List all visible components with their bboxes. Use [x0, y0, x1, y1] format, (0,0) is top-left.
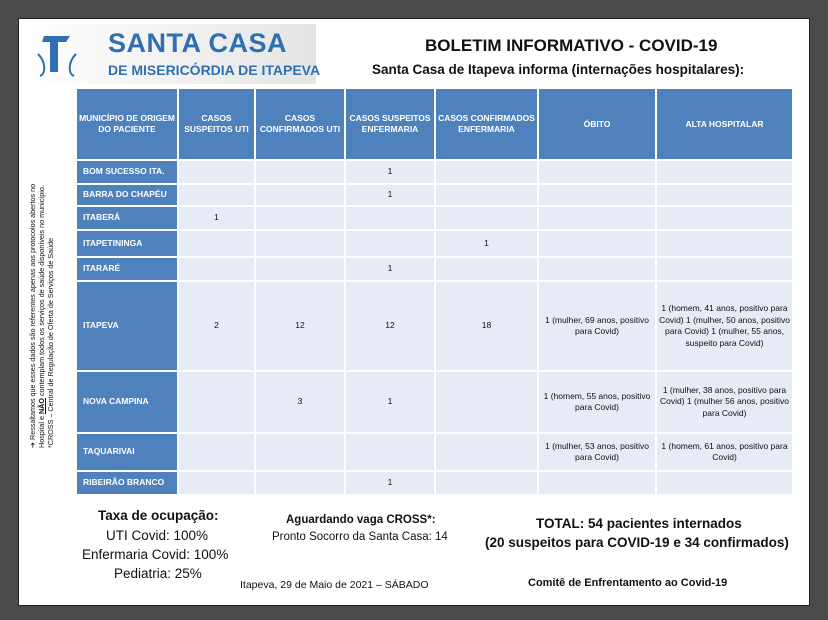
cell-suspeitos-enfermaria: 1	[345, 371, 435, 433]
cell-confirmados-enfermaria	[435, 206, 538, 230]
cell-suspeitos-uti	[178, 257, 255, 281]
cell-suspeitos-uti	[178, 184, 255, 206]
table-row	[76, 206, 793, 230]
committee-name: Comitê de Enfrentamento ao Covid-19	[528, 577, 728, 589]
col-header-obito: ÓBITO	[538, 88, 656, 160]
cell-suspeitos-uti	[178, 433, 255, 471]
cell-suspeitos-enfermaria	[345, 206, 435, 230]
total-line: TOTAL: 54 pacientes internados	[536, 516, 742, 531]
cell-confirmados-enfermaria	[435, 371, 538, 433]
cell-suspeitos-enfermaria	[345, 433, 435, 471]
santa-casa-logo-icon	[36, 32, 78, 78]
cell-obito	[538, 206, 656, 230]
occupancy-uti: UTI Covid: 100%	[106, 528, 209, 543]
cell-confirmados-uti: 12	[255, 281, 345, 371]
cell-obito	[538, 230, 656, 257]
logo-title: SANTA CASA	[108, 28, 287, 58]
cell-suspeitos-uti	[178, 160, 255, 184]
col-header-alta: ALTA HOSPITALAR	[656, 88, 793, 160]
cell-suspeitos-enfermaria: 12	[345, 281, 435, 371]
cell-suspeitos-enfermaria	[345, 230, 435, 257]
col-header-suspeitos-enfermaria: CASOS SUSPEITOS ENFERMARIA	[345, 88, 435, 160]
cell-obito: 1 (homem, 55 anos, positivo para Covid)	[538, 371, 656, 433]
cell-obito	[538, 160, 656, 184]
total-breakdown: (20 suspeitos para COVID-19 e 34 confirmados)	[485, 535, 789, 550]
col-header-confirmados-uti: CASOS CONFIRMADOS UTI	[255, 88, 345, 160]
cell-confirmados-uti	[255, 160, 345, 184]
occupancy-title: Taxa de ocupação:	[98, 508, 219, 523]
table-row	[76, 371, 793, 433]
bulletin-table	[75, 87, 794, 496]
occupancy-enfermaria: Enfermaria Covid: 100%	[82, 547, 229, 562]
table-row	[76, 281, 793, 371]
cell-municipio: ITAPETININGA	[76, 230, 178, 257]
table-row	[76, 160, 793, 184]
cell-alta	[656, 230, 793, 257]
waiting-line: Pronto Socorro da Santa Casa: 14	[272, 531, 448, 543]
table-row	[76, 433, 793, 471]
cell-confirmados-enfermaria	[435, 257, 538, 281]
page-title: BOLETIM INFORMATIVO - COVID-19	[425, 36, 718, 55]
cell-confirmados-uti: 3	[255, 371, 345, 433]
table-row	[76, 257, 793, 281]
cell-confirmados-enfermaria	[435, 471, 538, 495]
cell-alta	[656, 257, 793, 281]
cell-confirmados-enfermaria: 18	[435, 281, 538, 371]
side-note-line2: Hospital e NÃO contemplam todos os serviços de saúde disponíveis no município.	[37, 185, 46, 448]
cell-municipio: BARRA DO CHAPÉU	[76, 184, 178, 206]
cell-confirmados-uti	[255, 471, 345, 495]
cell-alta: 1 (homem, 41 anos, positivo para Covid) 1 (mulher, 50 anos, positivo para Covid) 1 (mulher, 55 anos, suspeito para Covid)	[656, 281, 793, 371]
cell-municipio: ITAPEVA	[76, 281, 178, 371]
cell-obito	[538, 257, 656, 281]
cell-alta	[656, 160, 793, 184]
cell-confirmados-uti	[255, 257, 345, 281]
cell-municipio: TAQUARIVAI	[76, 433, 178, 471]
table-row	[76, 184, 793, 206]
cell-municipio: ITABERÁ	[76, 206, 178, 230]
col-header-municipio: MUNICÍPIO DE ORIGEM DO PACIENTE	[76, 88, 178, 160]
cell-suspeitos-uti	[178, 230, 255, 257]
waiting-title: Aguardando vaga CROSS*:	[286, 514, 436, 526]
cell-municipio: NOVA CAMPINA	[76, 371, 178, 433]
cell-confirmados-enfermaria	[435, 160, 538, 184]
cell-alta	[656, 471, 793, 495]
side-note-line1: ➔ Ressaltamos que esses dados são referentes apenas aos protocolos abertos no	[28, 183, 37, 448]
cell-suspeitos-enfermaria: 1	[345, 184, 435, 206]
cell-confirmados-uti	[255, 206, 345, 230]
cell-municipio: BOM SUCESSO ITA.	[76, 160, 178, 184]
col-header-suspeitos-uti: CASOS SUSPEITOS UTI	[178, 88, 255, 160]
cell-confirmados-enfermaria	[435, 433, 538, 471]
col-header-confirmados-enfermaria: CASOS CONFIRMADOS ENFERMARIA	[435, 88, 538, 160]
cell-obito	[538, 184, 656, 206]
side-note	[28, 118, 55, 448]
cell-suspeitos-enfermaria: 1	[345, 471, 435, 495]
cell-alta: 1 (mulher, 38 anos, positivo para Covid) 1 (mulher 56 anos, positivo para Covid)	[656, 371, 793, 433]
cell-obito: 1 (mulher, 69 anos, positivo para Covid)	[538, 281, 656, 371]
cell-suspeitos-uti	[178, 371, 255, 433]
page-subtitle: Santa Casa de Itapeva informa (internações hospitalares):	[372, 62, 745, 77]
logo-subtitle: DE MISERICÓRDIA DE ITAPEVA	[108, 62, 321, 78]
occupancy-pediatria: Pediatria: 25%	[114, 566, 202, 581]
cell-municipio: ITARARÉ	[76, 257, 178, 281]
cell-obito: 1 (mulher, 53 anos, positivo para Covid)	[538, 433, 656, 471]
cell-confirmados-uti	[255, 230, 345, 257]
cell-suspeitos-uti: 1	[178, 206, 255, 230]
cell-suspeitos-uti	[178, 471, 255, 495]
cell-suspeitos-uti: 2	[178, 281, 255, 371]
cell-confirmados-enfermaria	[435, 184, 538, 206]
table-header-row	[76, 88, 793, 160]
cell-suspeitos-enfermaria: 1	[345, 257, 435, 281]
cell-confirmados-uti	[255, 184, 345, 206]
cell-alta	[656, 184, 793, 206]
table-row	[76, 230, 793, 257]
table-row	[76, 471, 793, 495]
bulletin-date: Itapeva, 29 de Maio de 2021 – SÁBADO	[240, 579, 429, 591]
cell-alta: 1 (homem, 61 anos, positivo para Covid)	[656, 433, 793, 471]
cell-municipio: RIBEIRÃO BRANCO	[76, 471, 178, 495]
cell-confirmados-enfermaria: 1	[435, 230, 538, 257]
cell-alta	[656, 206, 793, 230]
side-note-line3: *CROSS – Central de Regulação de Oferta de Serviços de Saúde	[46, 237, 55, 448]
cell-suspeitos-enfermaria: 1	[345, 160, 435, 184]
cell-obito	[538, 471, 656, 495]
cell-confirmados-uti	[255, 433, 345, 471]
